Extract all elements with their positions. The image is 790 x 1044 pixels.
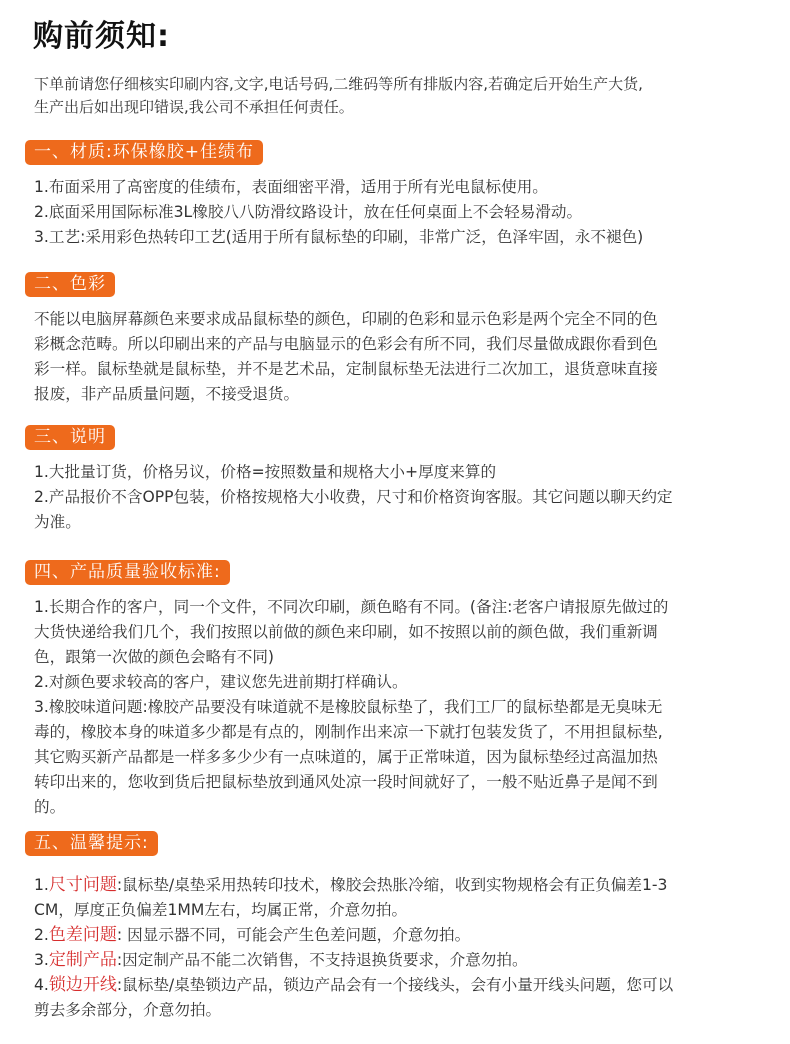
tip-text: :鼠标垫/桌垫锁边产品，锁边产品会有一个接线头，会有小量开线头问题，您可以	[116, 976, 674, 994]
section-line: 1.长期合作的客户，同一个文件，不同次印刷，颜色略有不同。(备注:老客户请报原先做过的	[34, 598, 669, 616]
tip-number: 4.	[34, 976, 49, 994]
section-line: 2.对颜色要求较高的客户，建议您先进前期打样确认。	[34, 673, 408, 691]
section-line: 大货快递给我们几个，我们按照以前做的颜色来印刷，如不按照以前的颜色做，我们重新调	[34, 623, 658, 641]
section-line: 1.大批量订货，价格另议，价格=按照数量和规格大小+厚度来算的	[34, 463, 497, 481]
section-line: 其它购买新产品都是一样多多少少有一点味道的，属于正常味道，因为鼠标垫经过高温加热	[34, 748, 658, 766]
section-line: 色，跟第一次做的颜色会略有不同)	[34, 648, 274, 666]
tip-continuation: 剪去多余部分，介意勿拍。	[34, 1001, 222, 1019]
section-label-material: 一、材质:环保橡胶+佳绩布	[25, 140, 263, 165]
section-line: 彩一样。鼠标垫就是鼠标垫，并不是艺术品，定制鼠标垫无法进行二次加工，退货意味直接	[34, 360, 658, 378]
tip-text: :鼠标垫/桌垫采用热转印技术，橡胶会热胀冷缩，收到实物规格会有正负偏差1-3	[116, 876, 668, 894]
tip-highlight: 锁边开线	[48, 975, 117, 995]
section-label-color: 二、色彩	[25, 272, 115, 297]
page-title: 购前须知:	[33, 19, 170, 54]
section-line: 2.产品报价不含OPP包装，价格按规格大小收费，尺寸和价格资询客服。其它问题以聊天约定	[34, 488, 673, 506]
tip-highlight: 定制产品	[48, 950, 117, 970]
tip-highlight: 色差问题	[48, 925, 117, 945]
section-line: 转印出来的，您收到货后把鼠标垫放到通风处凉一段时间就好了，一般不贴近鼻子是闻不到	[34, 773, 658, 791]
section-body-color	[34, 307, 658, 407]
tip-item-color-diff	[34, 923, 673, 948]
section-label-quality-standard: 四、产品质量验收标准:	[25, 560, 230, 585]
section-body-description	[34, 460, 673, 535]
section-line: 1.布面采用了高密度的佳绩布，表面细密平滑，适用于所有光电鼠标使用。	[34, 178, 548, 196]
tip-highlight: 尺寸问题	[48, 875, 117, 895]
tip-number: 3.	[34, 951, 49, 969]
section-body-quality-standard	[34, 595, 668, 820]
intro-line: 下单前请您仔细核实印刷内容,文字,电话号码,二维码等所有排版内容,若确定后开始生产大货,	[34, 75, 643, 93]
tip-item-edge-thread	[34, 973, 673, 998]
section-label-description: 三、说明	[25, 425, 115, 450]
section-line: 彩概念范畴。所以印刷出来的产品与电脑显示的色彩会有所不同，我们尽量做成跟你看到色	[34, 335, 658, 353]
section-body-tips	[34, 873, 673, 1023]
section-line: 2.底面采用国际标准3L橡胶八八防滑纹路设计，放在任何桌面上不会轻易滑动。	[34, 203, 583, 221]
tip-continuation: CM，厚度正负偏差1MM左右，均属正常，介意勿拍。	[34, 901, 408, 919]
tip-number: 2.	[34, 926, 49, 944]
tip-item-size	[34, 873, 673, 898]
section-line: 3.工艺:采用彩色热转印工艺(适用于所有鼠标垫的印刷，非常广泛，色泽牢固，永不褪色)	[34, 228, 644, 246]
tip-item-custom	[34, 948, 673, 973]
section-line: 报废，非产品质量问题，不接受退货。	[34, 385, 300, 403]
tip-text: :因定制产品不能二次销售，不支持退换货要求，介意勿拍。	[116, 951, 528, 969]
tip-text: : 因显示器不同，可能会产生色差问题，介意勿拍。	[116, 926, 471, 944]
section-line: 为准。	[34, 513, 81, 531]
section-line: 不能以电脑屏幕颜色来要求成品鼠标垫的颜色，印刷的色彩和显示色彩是两个完全不同的色	[34, 310, 658, 328]
section-label-tips: 五、温馨提示:	[25, 831, 158, 856]
section-line: 毒的，橡胶本身的味道多少都是有点的，刚制作出来凉一下就打包装发货了，不用担鼠标垫,	[34, 723, 663, 741]
section-line: 3.橡胶味道问题:橡胶产品要没有味道就不是橡胶鼠标垫了，我们工厂的鼠标垫都是无臭味无	[34, 698, 663, 716]
section-line: 的。	[34, 798, 66, 816]
intro-notice	[34, 73, 643, 119]
tip-number: 1.	[34, 876, 49, 894]
section-body-material	[34, 175, 643, 250]
intro-line: 生产出后如出现印错误,我公司不承担任何责任。	[34, 98, 354, 116]
